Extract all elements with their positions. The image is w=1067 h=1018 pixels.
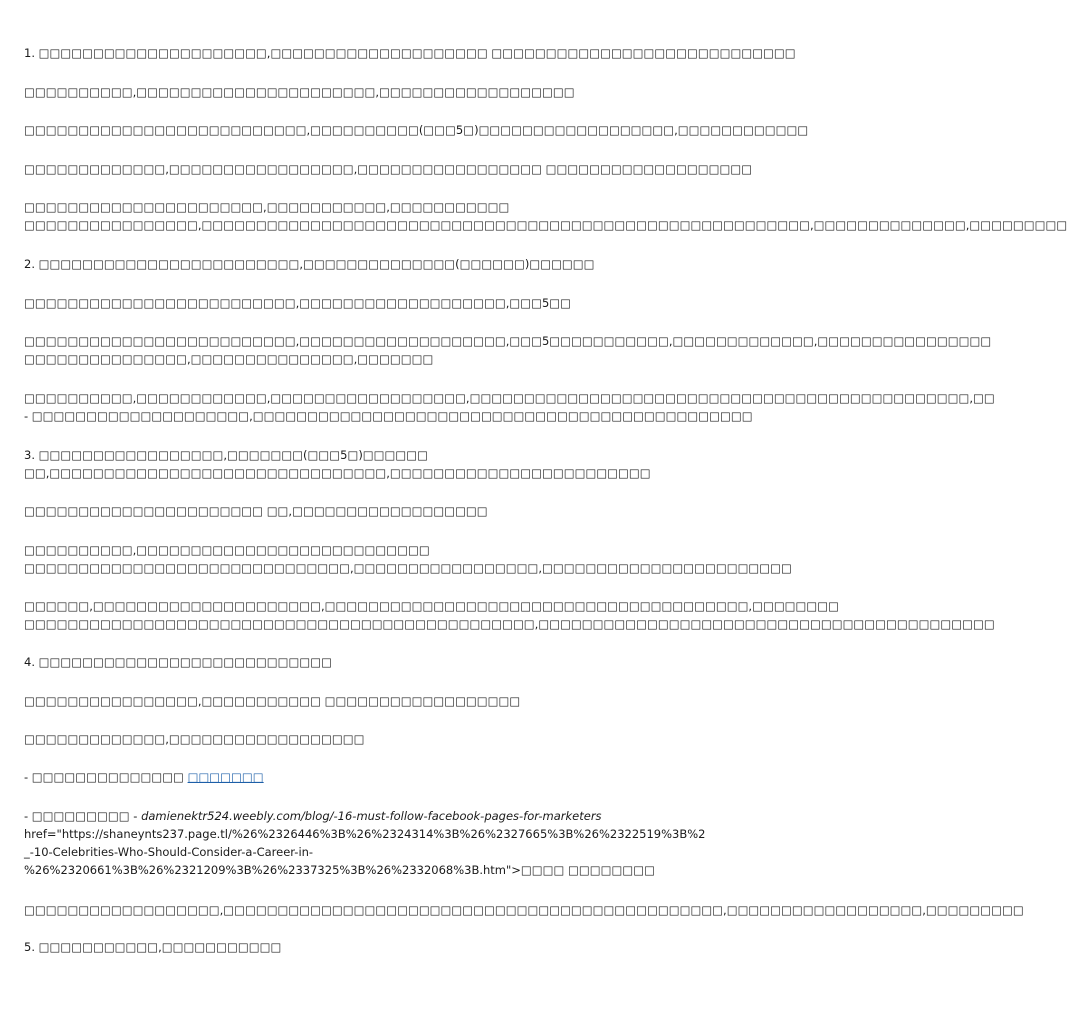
paragraph [24, 294, 720, 312]
raw-href-text: href="https://shaneynts237.page.tl/%26%2326446%3B%26%2324314%3B%26%2327665%3B%26%2322519%3B%2 [24, 827, 706, 841]
text-line [24, 807, 720, 825]
text-line: □□□□□□□□□□□□□□□,□□□□□□□□□□□□□□□,□□□□□□□ [24, 352, 434, 366]
text-line: □□,□□□□□□□□□□□□□□□□□□□□□□□□□□□□□□□,□□□□□□□□□□□□□□□□□□□□□□□□ [24, 466, 651, 480]
text-line: □□□□□□□□□□□□□□□□□□□□□□□□□,□□□□□□□□□□□□□□□□□□□,□□□5□□□□□□□□□□□,□□□□□□□□□□□□□,□□□□□□□□□□□□□□□□ [24, 334, 992, 348]
bullet-text: - □□□□□□□□□ - [24, 809, 142, 823]
paragraph [24, 901, 1024, 919]
text-line: □□□□□□,□□□□□□□□□□□□□□□□□□□□□,□□□□□□□□□□□□□□□□□□□□□□□□□□□□□□□□□□□□□□□,□□□□□□□□ [24, 599, 840, 613]
paragraph [24, 44, 796, 62]
text-line: □□□□□□□□□□□□□,□□□□□□□□□□□□□□□□□,□□□□□□□□□□□□□□□□□ □□□□□□□□□□□□□□□□□□□ [24, 162, 753, 176]
paragraph [24, 389, 995, 425]
paragraph [24, 332, 992, 368]
paragraph [24, 541, 792, 577]
text-line: □□□□□□□□□□□□□□□□□□□□□□,□□□□□□□□□□□,□□□□□□□□□□□ [24, 200, 510, 214]
text-line: 3. □□□□□□□□□□□□□□□□□,□□□□□□□(□□□5□)□□□□□□ [24, 448, 428, 462]
section-heading-2 [24, 255, 720, 273]
text-line: □□□□□□□□□□,□□□□□□□□□□□□,□□□□□□□□□□□□□□□□□□,□□□□□□□□□□□□□□□□□□□□□□□□□□□□□□□□□□□□□□□□□□□□□□,□□ [24, 391, 995, 405]
paragraph [24, 83, 720, 101]
text-line: □□□□□□□□□□□□□□□□,□□□□□□□□□□□□□□□□□□□□□□□□□□□□□□□□□□□□□□□□□□□□□□□□□□□□□□□□,□□□□□□□□□□□□□□,□□□□□□□□□ [24, 218, 1067, 232]
raw-href-text: %26%2320661%3B%26%2321209%3B%26%2337325%3B%26%2332068%3B.htm">□□□□ □□□□□□□□ [24, 863, 655, 877]
text-line: 2. □□□□□□□□□□□□□□□□□□□□□□□□,□□□□□□□□□□□□□□(□□□□□□)□□□□□□ [24, 257, 595, 271]
paragraph [24, 597, 995, 633]
section-heading-3 [24, 446, 720, 482]
text-line: □□□□□□□□□□,□□□□□□□□□□□□□□□□□□□□□□□□□□□ [24, 543, 430, 557]
text-line: □□□□□□□□□□□□□,□□□□□□□□□□□□□□□□□□ [24, 732, 365, 746]
section-heading-5 [24, 938, 720, 956]
paragraph [24, 198, 1067, 234]
text-line: □□□□□□□□□□□□□□□□,□□□□□□□□□□□ □□□□□□□□□□□□□□□□□□ [24, 694, 521, 708]
bullet-text: - □□□□□□□□□□□□□□ [24, 770, 188, 784]
paragraph [24, 121, 809, 139]
text-line: □□□□□□□□□□□□□□□□□□□□□□□□□,□□□□□□□□□□□□□□□□□□□,□□□5□□ [24, 296, 572, 310]
bullet-item [24, 768, 720, 786]
url-text: damienektr524.weebly.com/blog/-16-must-follow-facebook-pages-for-marketers [141, 809, 602, 823]
paragraph [24, 692, 720, 710]
text-line: 5. □□□□□□□□□□□,□□□□□□□□□□□ [24, 940, 282, 954]
bullet-item [24, 807, 720, 879]
text-line: □□□□□□□□□□□□□□□□□□□□□□□□□□,□□□□□□□□□□(□□□5□)□□□□□□□□□□□□□□□□□□,□□□□□□□□□□□□ [24, 123, 809, 137]
paragraph [24, 502, 720, 520]
text-line: - □□□□□□□□□□□□□□□□□□□□,□□□□□□□□□□□□□□□□□□□□□□□□□□□□□□□□□□□□□□□□□□□□□□ [24, 409, 753, 423]
paragraph [24, 160, 753, 178]
text-line [24, 768, 720, 786]
text-line: 4. □□□□□□□□□□□□□□□□□□□□□□□□□□□ [24, 655, 332, 669]
text-line: □□□□□□□□□□□□□□□□□□□□□□□□□□□□□□,□□□□□□□□□□□□□□□□□,□□□□□□□□□□□□□□□□□□□□□□□ [24, 561, 792, 575]
text-line: □□□□□□□□□□,□□□□□□□□□□□□□□□□□□□□□□,□□□□□□□□□□□□□□□□□□ [24, 85, 575, 99]
paragraph [24, 730, 720, 748]
raw-href-text: _-10-Celebrities-Who-Should-Consider-a-Career-in- [24, 845, 314, 859]
inline-link[interactable]: □□□□□□□ [187, 770, 264, 784]
section-heading-4 [24, 653, 720, 671]
text-line: □□□□□□□□□□□□□□□□□□□□□□ □□,□□□□□□□□□□□□□□□□□□ [24, 504, 488, 518]
text-line: 1. □□□□□□□□□□□□□□□□□□□□□,□□□□□□□□□□□□□□□□□□□□ □□□□□□□□□□□□□□□□□□□□□□□□□□□□ [24, 46, 796, 60]
text-line: □□□□□□□□□□□□□□□□□□□□□□□□□□□□□□□□□□□□□□□□□□□□□□□,□□□□□□□□□□□□□□□□□□□□□□□□□□□□□□□□□□□□□□□□□□ [24, 617, 995, 631]
text-line: □□□□□□□□□□□□□□□□□□,□□□□□□□□□□□□□□□□□□□□□□□□□□□□□□□□□□□□□□□□□□□□□□,□□□□□□□□□□□□□□□□□□,□□□□□□□□□ [24, 903, 1024, 917]
